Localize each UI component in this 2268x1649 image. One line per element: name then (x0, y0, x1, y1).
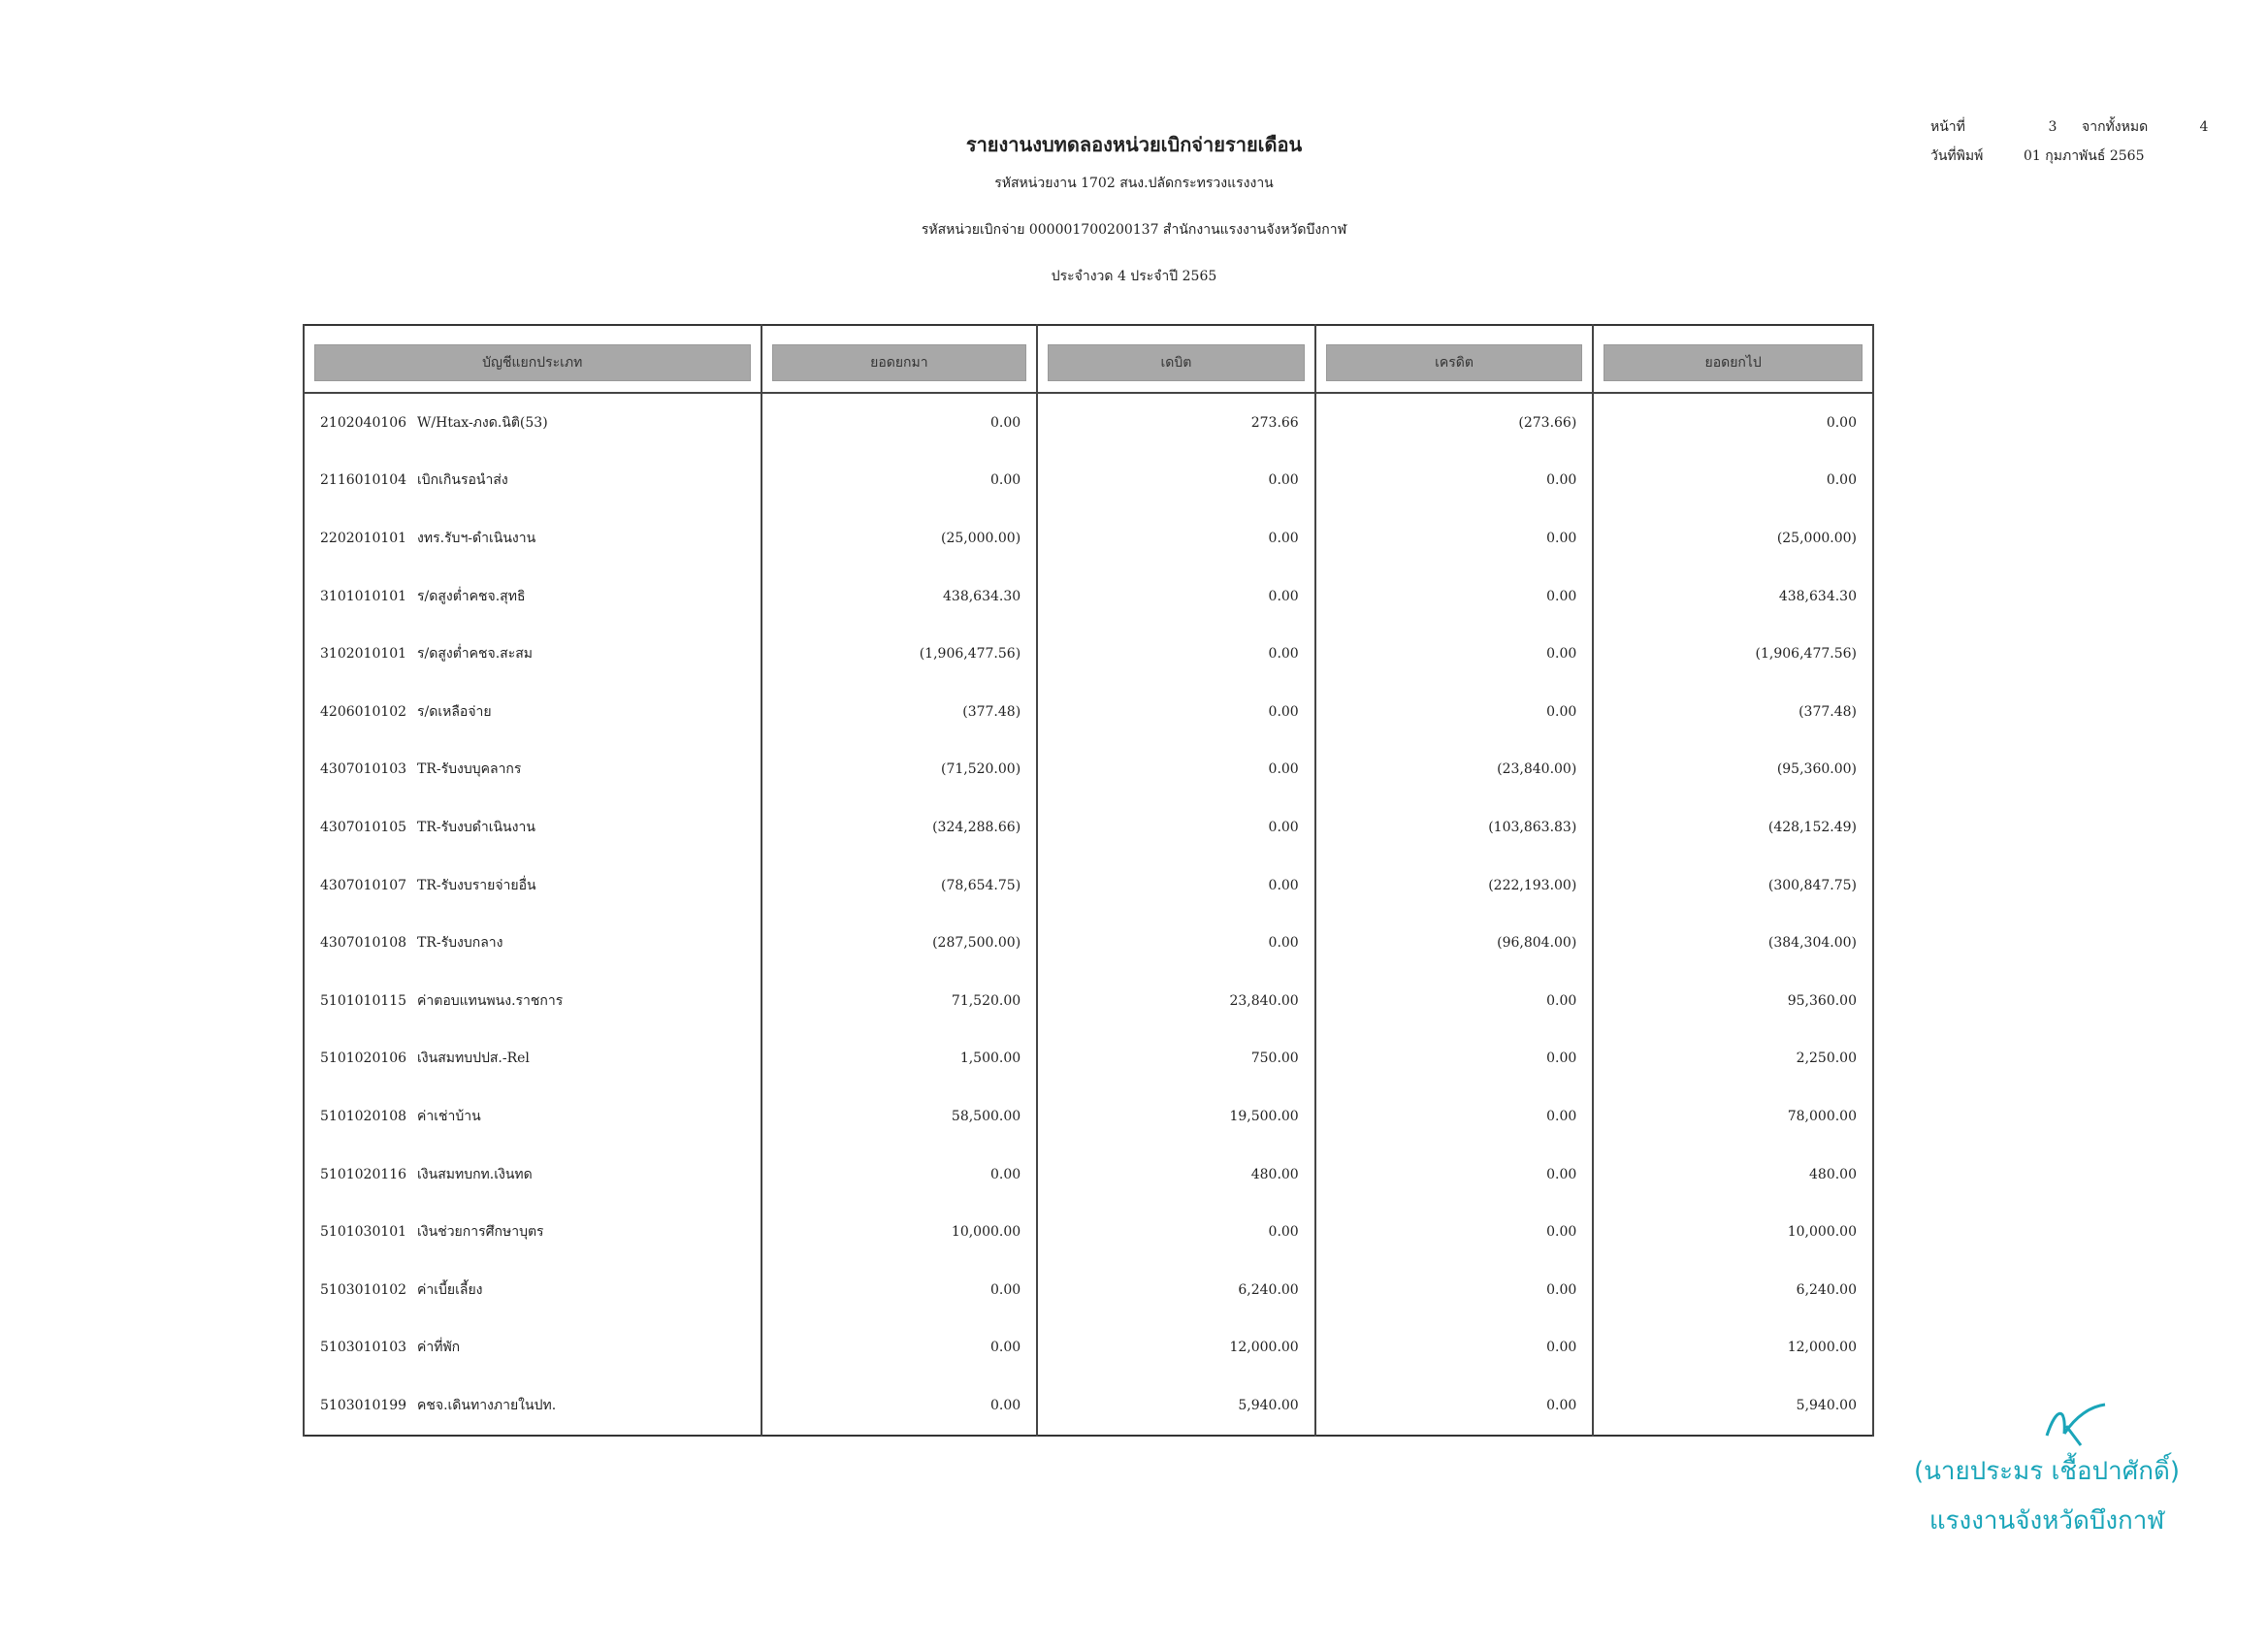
debit-cell: 12,000.00 (1037, 1319, 1315, 1377)
account-code: 5103010102 (320, 1281, 407, 1298)
credit-cell: 0.00 (1315, 1203, 1594, 1261)
carried-forward-cell: (1,906,477.56) (1593, 625, 1873, 683)
brought-forward-cell: (25,000.00) (761, 509, 1038, 567)
credit-cell: 0.00 (1315, 1376, 1594, 1436)
debit-cell: 0.00 (1037, 798, 1315, 857)
credit-cell: 0.00 (1315, 1146, 1594, 1204)
brought-forward-cell: 10,000.00 (761, 1203, 1038, 1261)
credit-cell: 0.00 (1315, 452, 1594, 510)
account-code: 5101020108 (320, 1108, 407, 1124)
table-row (304, 1376, 1873, 1436)
table-row (304, 857, 1873, 915)
brought-forward-cell: (1,906,477.56) (761, 625, 1038, 683)
debit-cell: 5,940.00 (1037, 1376, 1315, 1436)
carried-forward-cell: 480.00 (1593, 1146, 1873, 1204)
account-name: ร/ดสูงต่ำคชจ.สุทธิ (417, 588, 526, 604)
column-header-credit: เครดิต (1315, 325, 1594, 393)
page-no: 3 (2048, 119, 2057, 135)
account-name: เบิกเกินรอนำส่ง (417, 472, 508, 489)
signatory-position: แรงงานจังหวัดบึงกาฬ (1928, 1506, 2165, 1536)
credit-cell: (273.66) (1315, 393, 1594, 452)
account-code: 4307010103 (320, 761, 407, 778)
credit-cell: (96,804.00) (1315, 914, 1594, 972)
carried-forward-cell: (300,847.75) (1593, 857, 1873, 915)
column-header-brought-forward: ยอดยกมา (761, 325, 1038, 393)
print-date: 01 กุมภาพันธ์ 2565 (2024, 148, 2145, 164)
debit-cell: 23,840.00 (1037, 972, 1315, 1030)
carried-forward-cell: 95,360.00 (1593, 972, 1873, 1030)
table-row (304, 567, 1873, 626)
brought-forward-cell: (78,654.75) (761, 857, 1038, 915)
account-name: TR-รับงบรายจ่ายอื่น (417, 877, 536, 893)
account-code: 4307010108 (320, 935, 407, 952)
credit-cell: 0.00 (1315, 509, 1594, 567)
account-cell (304, 452, 761, 510)
table-row (304, 509, 1873, 567)
debit-cell: 273.66 (1037, 393, 1315, 452)
table-row (304, 741, 1873, 799)
unit-line: รหัสหน่วยเบิกจ่าย 000001700200137 สำนักงานแรงงานจังหวัดบึงกาฬ (921, 222, 1347, 238)
total-label: จากทั้งหมด (2082, 119, 2149, 135)
credit-cell: 0.00 (1315, 567, 1594, 626)
account-code: 5101030101 (320, 1224, 407, 1241)
debit-cell: 0.00 (1037, 452, 1315, 510)
account-name: ร/ดเหลือจ่าย (417, 703, 492, 720)
table-body (304, 393, 1873, 1436)
report-title: รายงานงบทดลองหน่วยเบิกจ่ายรายเดือน (965, 133, 1303, 156)
carried-forward-cell: 6,240.00 (1593, 1261, 1873, 1319)
credit-cell: 0.00 (1315, 1261, 1594, 1319)
brought-forward-cell: 0.00 (761, 452, 1038, 510)
brought-forward-cell: 0.00 (761, 393, 1038, 452)
debit-cell: 0.00 (1037, 914, 1315, 972)
account-name: TR-รับงบดำเนินงาน (417, 819, 535, 835)
page-label: หน้าที่ (1930, 119, 1965, 135)
carried-forward-cell: 78,000.00 (1593, 1087, 1873, 1146)
account-cell (304, 972, 761, 1030)
account-cell (304, 393, 761, 452)
carried-forward-cell: 0.00 (1593, 393, 1873, 452)
table-row (304, 1146, 1873, 1204)
brought-forward-cell: (287,500.00) (761, 914, 1038, 972)
signatory-name: (นายประมร เชื้อปาศักดิ์) (1913, 1457, 2181, 1486)
column-header-debit: เดบิต (1037, 325, 1315, 393)
table-row (304, 914, 1873, 972)
account-cell (304, 1261, 761, 1319)
debit-cell: 750.00 (1037, 1030, 1315, 1088)
signature-mark-icon (2037, 1397, 2124, 1455)
carried-forward-cell: 12,000.00 (1593, 1319, 1873, 1377)
credit-cell: (103,863.83) (1315, 798, 1594, 857)
trial-balance-table (303, 324, 1874, 1437)
brought-forward-cell: 1,500.00 (761, 1030, 1038, 1088)
table-row (304, 972, 1873, 1030)
carried-forward-cell: (384,304.00) (1593, 914, 1873, 972)
account-name: เงินสมทบปปส.-Rel (417, 1051, 530, 1067)
debit-cell: 6,240.00 (1037, 1261, 1315, 1319)
table-row (304, 1030, 1873, 1088)
account-code: 4206010102 (320, 703, 407, 720)
carried-forward-cell: (95,360.00) (1593, 741, 1873, 799)
debit-cell: 480.00 (1037, 1146, 1315, 1204)
account-code: 2102040106 (320, 414, 407, 431)
table-row (304, 683, 1873, 741)
agency-line: รหัสหน่วยงาน 1702 สนง.ปลัดกระทรวงแรงงาน (994, 176, 1274, 191)
table-row (304, 1203, 1873, 1261)
table-header-row (304, 325, 1873, 393)
account-name: ค่าเช่าบ้าน (417, 1108, 481, 1124)
print-date-label: วันที่พิมพ์ (1930, 148, 1984, 164)
credit-cell: 0.00 (1315, 1030, 1594, 1088)
account-code: 5103010199 (320, 1397, 407, 1413)
table-row (304, 452, 1873, 510)
account-code: 3102010101 (320, 646, 407, 663)
account-code: 2202010101 (320, 530, 407, 546)
credit-cell: (222,193.00) (1315, 857, 1594, 915)
table-row (304, 393, 1873, 452)
table-row (304, 1261, 1873, 1319)
debit-cell: 0.00 (1037, 567, 1315, 626)
account-code: 4307010105 (320, 819, 407, 835)
account-cell (304, 798, 761, 857)
account-cell (304, 741, 761, 799)
account-name: W/Htax-ภงด.นิติ(53) (417, 414, 548, 431)
account-name: TR-รับงบกลาง (417, 935, 503, 952)
account-code: 2116010104 (320, 472, 407, 489)
print-date-info (1930, 146, 2159, 167)
account-cell (304, 1087, 761, 1146)
debit-cell: 0.00 (1037, 625, 1315, 683)
column-header-carried-forward: ยอดยกไป (1593, 325, 1873, 393)
account-cell (304, 914, 761, 972)
brought-forward-cell: 0.00 (761, 1319, 1038, 1377)
brought-forward-cell: 438,634.30 (761, 567, 1038, 626)
account-code: 4307010107 (320, 877, 407, 893)
table-row (304, 1087, 1873, 1146)
credit-cell: 0.00 (1315, 972, 1594, 1030)
account-code: 5103010103 (320, 1340, 407, 1356)
account-cell (304, 857, 761, 915)
carried-forward-cell: (25,000.00) (1593, 509, 1873, 567)
debit-cell: 19,500.00 (1037, 1087, 1315, 1146)
debit-cell: 0.00 (1037, 741, 1315, 799)
account-code: 5101010115 (320, 992, 407, 1009)
brought-forward-cell: (71,520.00) (761, 741, 1038, 799)
account-code: 5101020116 (320, 1166, 407, 1182)
account-name: เงินช่วยการศึกษาบุตร (417, 1224, 544, 1241)
account-name: งทร.รับฯ-ดำเนินงาน (417, 530, 536, 546)
credit-cell: 0.00 (1315, 683, 1594, 741)
brought-forward-cell: 0.00 (761, 1376, 1038, 1436)
account-name: ค่าที่พัก (417, 1340, 461, 1356)
carried-forward-cell: 0.00 (1593, 452, 1873, 510)
table-row (304, 1319, 1873, 1377)
brought-forward-cell: 0.00 (761, 1261, 1038, 1319)
account-name: ร/ดสูงต่ำคชจ.สะสม (417, 646, 534, 663)
carried-forward-cell: (428,152.49) (1593, 798, 1873, 857)
account-cell (304, 567, 761, 626)
column-header-account: บัญชีแยกประเภท (304, 325, 761, 393)
account-name: ค่าตอบแทนพนง.ราชการ (417, 992, 564, 1009)
credit-cell: 0.00 (1315, 1087, 1594, 1146)
brought-forward-cell: 0.00 (761, 1146, 1038, 1204)
account-cell (304, 509, 761, 567)
account-cell (304, 1376, 761, 1436)
account-cell (304, 625, 761, 683)
account-code: 5101020106 (320, 1051, 407, 1067)
account-cell (304, 1030, 761, 1088)
account-code: 3101010101 (320, 588, 407, 604)
brought-forward-cell: 58,500.00 (761, 1087, 1038, 1146)
credit-cell: 0.00 (1315, 1319, 1594, 1377)
carried-forward-cell: (377.48) (1593, 683, 1873, 741)
carried-forward-cell: 5,940.00 (1593, 1376, 1873, 1436)
account-name: TR-รับงบบุคลากร (417, 761, 522, 778)
account-cell (304, 1319, 761, 1377)
account-cell (304, 683, 761, 741)
brought-forward-cell: (377.48) (761, 683, 1038, 741)
carried-forward-cell: 2,250.00 (1593, 1030, 1873, 1088)
table-row (304, 625, 1873, 683)
debit-cell: 0.00 (1037, 683, 1315, 741)
brought-forward-cell: (324,288.66) (761, 798, 1038, 857)
brought-forward-cell: 71,520.00 (761, 972, 1038, 1030)
account-name: เงินสมทบกท.เงินทด (417, 1166, 533, 1182)
debit-cell: 0.00 (1037, 857, 1315, 915)
period-line: ประจำงวด 4 ประจำปี 2565 (1051, 269, 1217, 284)
account-cell (304, 1146, 761, 1204)
credit-cell: (23,840.00) (1315, 741, 1594, 799)
total-pages: 4 (2199, 119, 2209, 135)
table-row (304, 798, 1873, 857)
account-cell (304, 1203, 761, 1261)
account-name: ค่าเบี้ยเลี้ยง (417, 1281, 483, 1298)
carried-forward-cell: 10,000.00 (1593, 1203, 1873, 1261)
debit-cell: 0.00 (1037, 509, 1315, 567)
account-name: คชจ.เดินทางภายในปท. (417, 1397, 557, 1413)
debit-cell: 0.00 (1037, 1203, 1315, 1261)
carried-forward-cell: 438,634.30 (1593, 567, 1873, 626)
credit-cell: 0.00 (1315, 625, 1594, 683)
page-number-info (1930, 116, 2233, 138)
